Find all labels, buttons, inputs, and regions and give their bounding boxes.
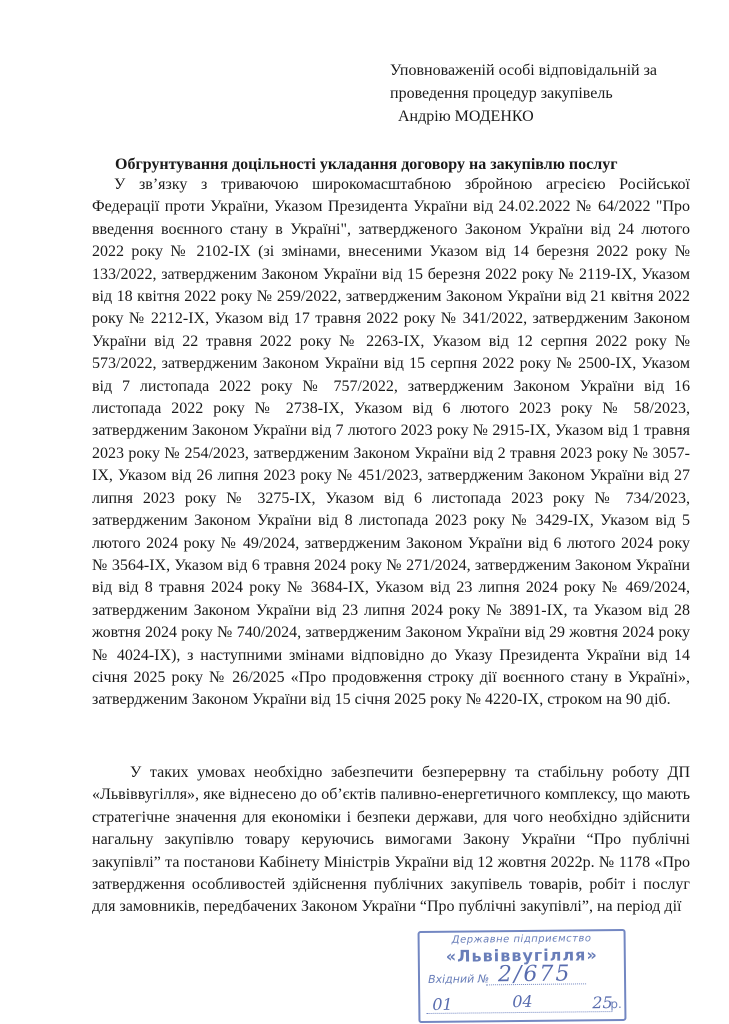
stamp-date-day: 01 [432, 994, 453, 1014]
registration-stamp [418, 929, 627, 1023]
stamp-date-suffix: р. [610, 996, 622, 1012]
addressee-line-2: проведення процедур закупівель [390, 85, 613, 102]
paragraph-2: У таких умовах необхідно забезпечити безперервну та стабільну роботу ДП «Львіввугілля», яке віднесено до об’єктів паливно-енергетичного комплексу, що мають стратегічне значення для економіки і безпеки держави, для чого необхідно здійснити нагальну закупівлю товару керуючись вимогами Закону України “Про публічні закупівлі” та постанови Кабінету Міністрів України від 12 жовтня 2022р. № 1178 «Про затвердження особливостей здійснення публічних закупівель товарів, робіт і послуг для замовників, передбачених Законом України “Про публічні закупівлі”, на період дії [92, 764, 690, 916]
addressee-block [390, 59, 710, 128]
stamp-org-type: Державне підприємство [451, 933, 592, 946]
stamp-incoming-label: Вхідний № [427, 972, 490, 986]
addressee-name: Андрію МОДЕНКО [398, 108, 534, 125]
stamp-date-year: 25 [592, 993, 613, 1013]
paragraph-1 [92, 174, 690, 712]
stamp-org-name: «Львіввугілля» [445, 945, 598, 966]
document-title: Обгрунтування доцільності укладання договору на закупівлю послуг [115, 156, 618, 173]
stamp-date-month: 04 [512, 991, 533, 1012]
paragraph-1-text: У зв’язку з триваючою широкомасштабною збройною агресією Російської Федерації проти України, Указом Президента України від 24.02.2022 № 64/2022 "Про введення воєнного стану в Україні", затвердженого Законом України від 24 лютого 2022 року № 2102-IX (зі змінами, внесеними Указом від 14 березня 2022 року № 133/2022, затвердженим Законом України від 15 березня 2022 року № 2119-IX, Указом від 18 квітня 2022 року № 259/2022, затвердженим Законом України від 21 квітня 2022 року № 2212-IX, Указом від 17 травня 2022 року № 341/2022, затвердженим Законом України від 22 травня 2022 року № 2263-IX, Указом від 12 серпня 2022 року № 573/2022, затвердженим Законом України від 15 серпня 2022 року № 2500-IX, Указом від 7 листопада 2022 року № 757/2022, затвердженим Законом України від 16 листопада 2022 року № 2738-IX, Указом від 6 лютого 2023 року № 58/2023, затвердженим Законом України від 7 лютого 2023 року № 2915-IX, Указом від 1 травня 2023 року № 254/2023, затвердженим Законом України від 2 травня 2023 року № 3057-IX, Указом від 26 липня 2023 року № 451/2023, затвердженим Законом України від 27 липня 2023 року № 3275-IX, Указом від 6 листопада 2023 року № 734/2023, затвердженим Законом України від 8 листопада 2023 року № 3429-IX, Указом від 5 лютого 2024 року № 49/2024, затвердженим Законом України від 6 лютого 2024 року № 3564-IX, Указом від 6 травня 2024 року № 271/2024, затвердженим Законом України від від 8 травня 2024 року № 3684-IX, Указом від 23 липня 2024 року № 469/2024, затвердженим Законом України від 23 липня 2024 року № 3891-IX, та Указом від 28 жовтня 2024 року № 740/2024, затвердженим Законом України від 29 жовтня 2024 року № 4024-IX), з наступними змінами відповідно до Указу Президента України від 14 січня 2025 року № 26/2025 «Про продовження строку дії воєнного стану в Україні», затвердженим Законом України від 15 січня 2025 року № 4220-IX, строком на 90 діб. [92, 176, 690, 709]
stamp-incoming-number: 2/675 [497, 961, 572, 988]
addressee-line-1: Уповноваженій особі відповідальній за [390, 62, 658, 79]
stamp-date-line [426, 1011, 612, 1014]
